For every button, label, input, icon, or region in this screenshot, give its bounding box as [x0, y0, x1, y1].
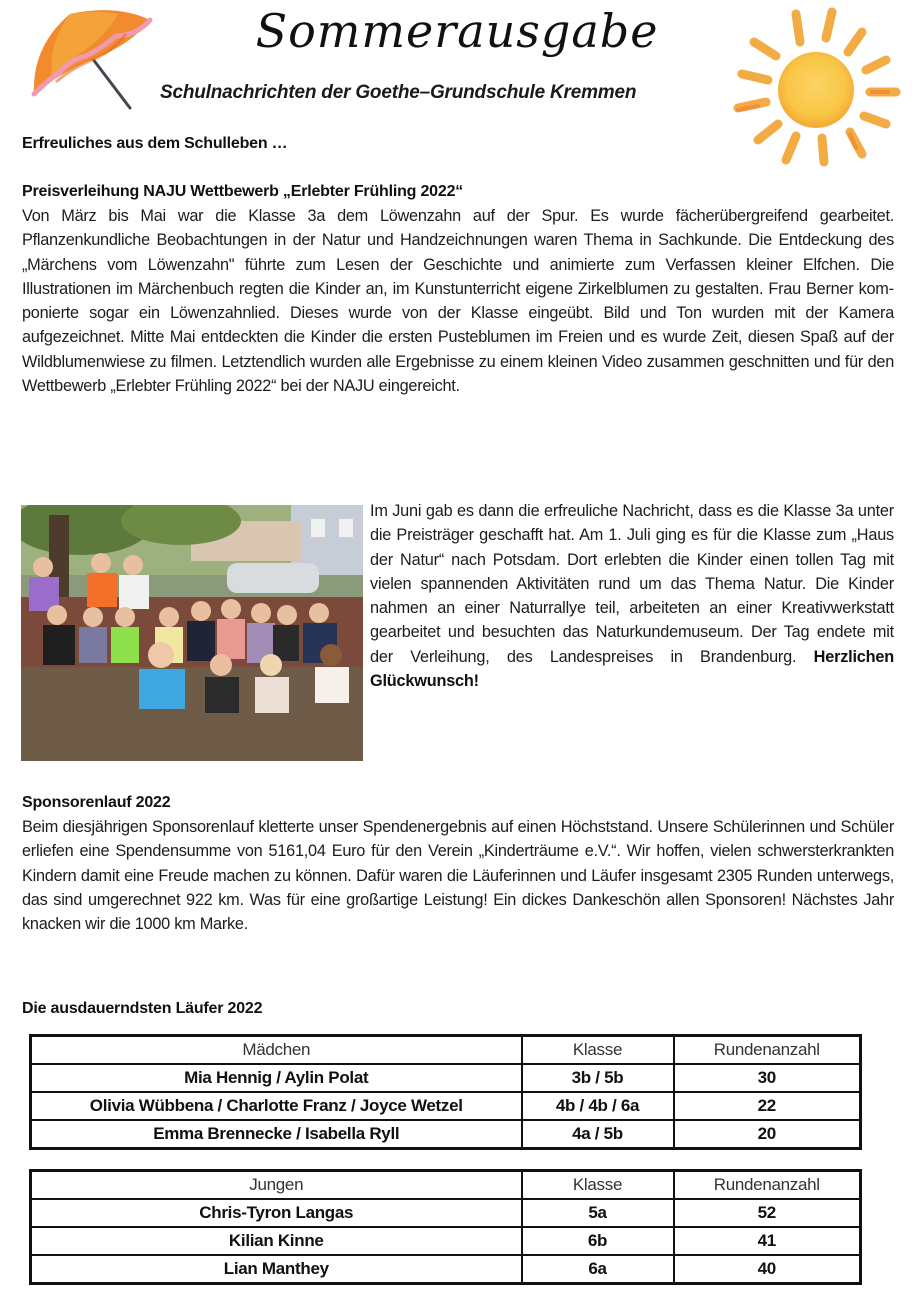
runner-names: Mia Hennig / Aylin Polat: [31, 1064, 522, 1092]
column-header: Klasse: [522, 1171, 674, 1200]
runner-names: Chris-Tyron Langas: [31, 1199, 522, 1227]
column-header: Jungen: [31, 1171, 522, 1200]
runner-names: Lian Manthey: [31, 1255, 522, 1284]
table-row: [31, 1092, 861, 1120]
runner-class: 6a: [522, 1255, 674, 1284]
runner-laps: 22: [674, 1092, 861, 1120]
table-row: [31, 1064, 861, 1092]
side-paragraph-text: Im Juni gab es dann die erfreuliche Nachricht, dass es die Klasse 3a unter die Preisträger geschafft hat. Am 1. Juli ging es für die Klasse zum „Haus der Natur“ nach Potsdam. Dort erlebten die Kinder einen tollen Tag mit vielen spannenden Aktivitäten rund um das Thema Natur. Die Kinder nahmen an einer Naturrallye teil, arbeiteten an einer Kreativwerkstatt gearbeitet und besuchten das Naturkundemuseum. Der Tag endete mit der Verleihung, des Landespreises in Brandenburg.: [370, 502, 894, 666]
girls-runners-table: [29, 1034, 862, 1150]
runner-class: 6b: [522, 1227, 674, 1255]
runner-laps: 40: [674, 1255, 861, 1284]
runner-names: Emma Brennecke / Isabella Ryll: [31, 1120, 522, 1149]
runner-laps: 41: [674, 1227, 861, 1255]
table-row: [31, 1227, 861, 1255]
article-sponsorenlauf-paragraph: Beim diesjährigen Sponsorenlauf kletterte unser Spendenergebnis auf einen Höchststand. Unsere Schülerinnen und Schüler erliefen eine Spendensumme von 5161,04 Euro für den Verein „Kinderträume e.V.“. Wir hoffen, vielen schwersterkrankten Kindern damit eine Freude machen zu können. Dafür waren die Läuferinnen und Läufer insgesamt 2305 Runden unterwegs, das sind umgerechnet 922 km. Was für eine großartige Leistung! Ein dickes Dankeschön allen Sponsoren! Nächstes Jahr knacken wir die 1000 km Marke.: [22, 818, 894, 934]
runner-class: 4a / 5b: [522, 1120, 674, 1149]
runner-names: Kilian Kinne: [31, 1227, 522, 1255]
column-header: Rundenanzahl: [674, 1171, 861, 1200]
column-header: Mädchen: [31, 1036, 522, 1065]
congratulations-text: Herzlichen Glückwunsch!: [370, 647, 894, 691]
table-row: [31, 1120, 861, 1149]
intro-heading: Erfreuliches aus dem Schulleben …: [22, 135, 288, 152]
table-row: [31, 1255, 861, 1284]
column-header: Klasse: [522, 1036, 674, 1065]
article-naju-paragraph: Von März bis Mai war die Klasse 3a dem Löwenzahn auf der Spur. Es wurde fächerübergreifend gearbeitet. Pflanzenkundliche Beobachtungen in der Natur und Handzeichnungen waren Thema in Sachkunde. Die Entdeckung des „Märchens vom Löwenzahn" führte zum Lesen der Geschichte und animierte zum Verfassen kleiner Elfchen. Die Illustrationen im Märchenbuch regten die Kinder an, im Kunstunterricht eigene Zirkelblumen zu gestalten. Frau Berner komponierte sogar ein Löwenzahnlied. Dieses wurde von der Klasse eingeübt. Bild und Ton wurden mit der Kamera aufgezeichnet. Mitte Mai entdeckten die Kinder die ersten Pusteblumen im Freien und es wurde Zeit, diesen Spaß auf der Wildblumenwiese zu filmen. Letztendlich wurden alle Ergebnisse zu einem kleinen Video zusammen geschnitten und für den Wettbewerb „Erlebter Frühling 2022“ bei der NAJU eingereicht.: [22, 207, 894, 396]
article-naju-side-paragraph: [370, 499, 894, 693]
article-naju-heading: Preisverleihung NAJU Wettbewerb „Erlebter Frühling 2022“: [22, 183, 464, 200]
article-sponsorenlauf-heading: Sponsorenlauf 2022: [22, 794, 171, 811]
photo-illustration: [21, 505, 363, 761]
runner-names: Olivia Wübbena / Charlotte Franz / Joyce Wetzel: [31, 1092, 522, 1120]
runner-laps: 20: [674, 1120, 861, 1149]
boys-runners-table: [29, 1169, 862, 1285]
runner-class: 4b / 4b / 6a: [522, 1092, 674, 1120]
table-header-row: [31, 1171, 861, 1200]
runner-class: 3b / 5b: [522, 1064, 674, 1092]
runner-class: 5a: [522, 1199, 674, 1227]
runners-heading: Die ausdauerndsten Läufer 2022: [22, 1000, 263, 1017]
class-group-photo: [21, 505, 363, 761]
newsletter-title: Sommerausgabe: [255, 4, 659, 58]
table-header-row: [31, 1036, 861, 1065]
runner-laps: 30: [674, 1064, 861, 1092]
column-header: Rundenanzahl: [674, 1036, 861, 1065]
table-row: [31, 1199, 861, 1227]
runner-laps: 52: [674, 1199, 861, 1227]
newsletter-subtitle: Schulnachrichten der Goethe–Grundschule Kremmen: [160, 82, 637, 103]
